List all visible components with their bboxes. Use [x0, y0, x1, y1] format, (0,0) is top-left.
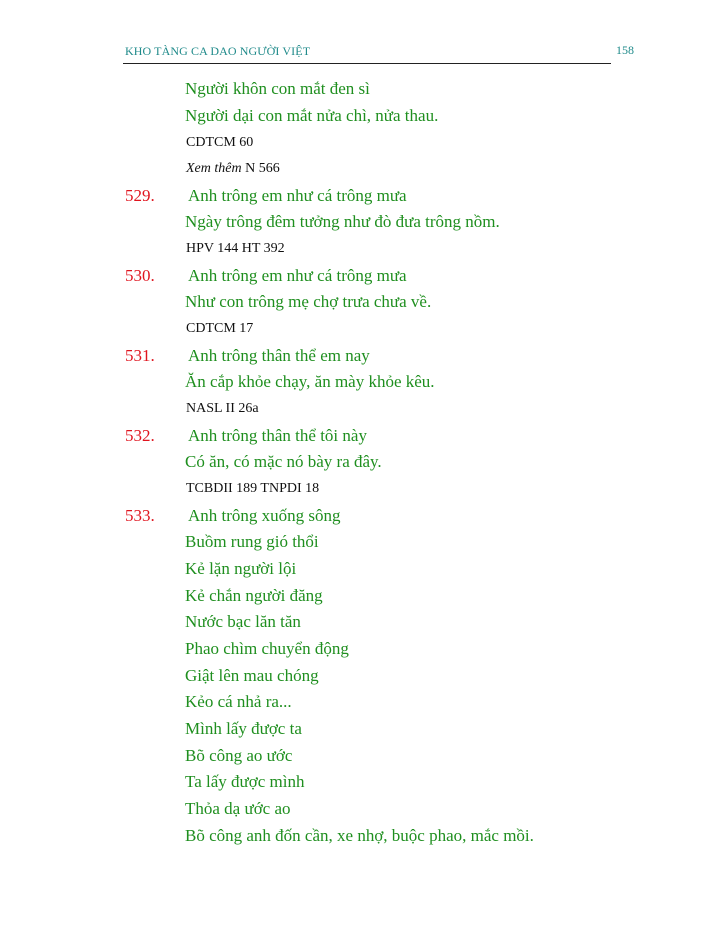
- entry-number: 531.: [125, 346, 155, 365]
- verse-line: Anh trông thân thể tôi này: [188, 426, 367, 445]
- entry-number: 529.: [125, 186, 155, 205]
- page-number: 158: [616, 43, 634, 57]
- verse-line: Bõ công ao ước: [185, 746, 293, 765]
- verse-line: Giật lên mau chóng: [185, 666, 319, 685]
- see-also-label: Xem thêm: [186, 161, 242, 176]
- verse-line: Kẻ chắn người đăng: [185, 586, 323, 605]
- see-also: [186, 160, 280, 178]
- verse-line: Người khôn con mắt đen sì: [185, 79, 370, 98]
- verse-line: Như con trông mẹ chợ trưa chưa về.: [185, 292, 432, 311]
- book-title: KHO TÀNG CA DAO NGƯỜI VIỆT: [125, 44, 311, 58]
- verse-line: Ngày trông đêm tưởng như đò đưa trông nồm.: [185, 212, 500, 231]
- entry-number: 532.: [125, 426, 155, 445]
- source-citation: CDTCM 17: [186, 321, 254, 336]
- verse-line: Ăn cắp khỏe chạy, ăn mày khỏe kêu.: [185, 372, 435, 391]
- verse-line: Mình lấy được ta: [185, 719, 302, 738]
- entry-number: 530.: [125, 266, 155, 285]
- verse-line: Thỏa dạ ước ao: [185, 799, 291, 818]
- verse-line: Ta lấy được mình: [185, 772, 305, 791]
- verse-line: Bõ công anh đốn cần, xe nhợ, buộc phao, mắc mồi.: [185, 826, 534, 845]
- verse-line: Kẻo cá nhả ra...: [185, 692, 292, 711]
- verse-line: Phao chìm chuyển động: [185, 639, 349, 658]
- source-citation: HPV 144 HT 392: [186, 241, 285, 256]
- source-citation: NASL II 26a: [186, 401, 259, 416]
- verse-line: Người dại con mắt nửa chì, nửa thau.: [185, 106, 439, 125]
- verse-line: Anh trông thân thể em nay: [188, 346, 370, 365]
- verse-line: Anh trông em như cá trông mưa: [188, 186, 407, 205]
- verse-line: Buồm rung gió thổi: [185, 532, 319, 551]
- source-citation: TCBDII 189 TNPDI 18: [186, 481, 320, 496]
- verse-line: Kẻ lặn người lội: [185, 559, 297, 578]
- verse-line: Có ăn, có mặc nó bày ra đây.: [185, 452, 382, 471]
- verse-line: Anh trông em như cá trông mưa: [188, 266, 407, 285]
- verse-line: Anh trông xuống sông: [188, 506, 341, 525]
- verse-line: Nước bạc lăn tăn: [185, 612, 301, 631]
- see-also-ref: N 566: [245, 161, 280, 176]
- source-citation: CDTCM 60: [186, 135, 254, 150]
- entry-number: 533.: [125, 506, 155, 525]
